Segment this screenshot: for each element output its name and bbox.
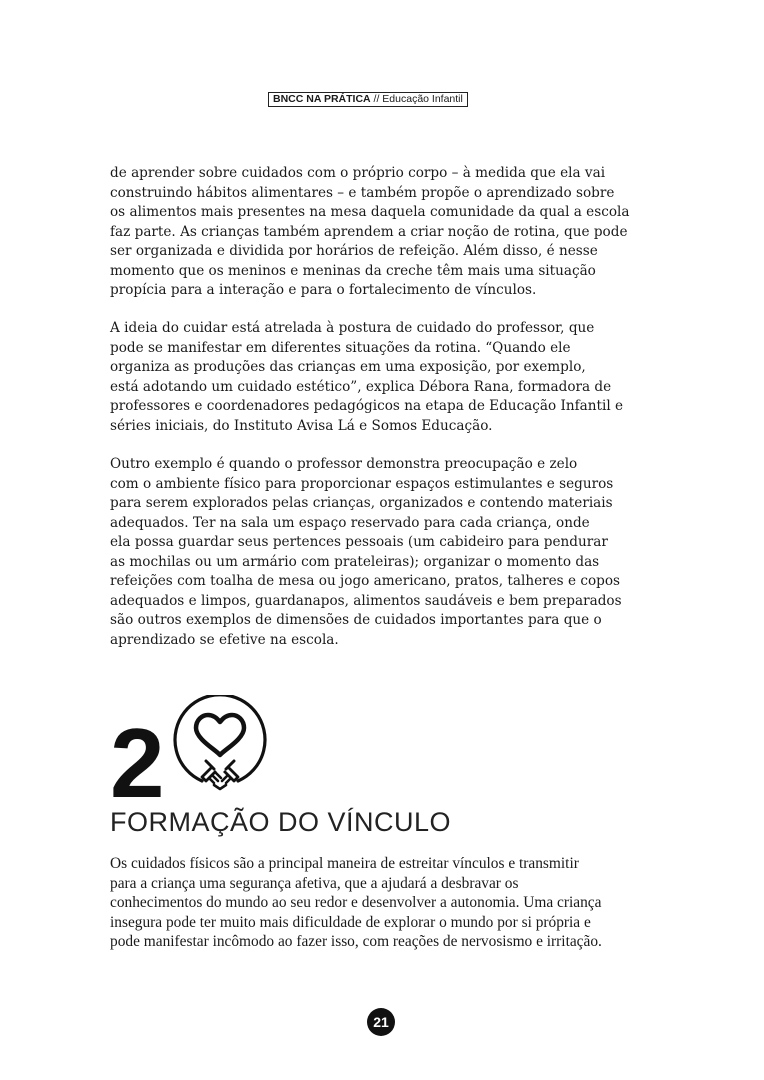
header-subtitle: Educação Infantil: [382, 93, 463, 105]
header-brand: BNCC NA PRÁTICA: [273, 93, 371, 105]
text-line: propícia para a interação e para o fortalecimento de vínculos.: [110, 282, 537, 298]
text-line: pode manifestar incômodo ao fazer isso, com reações de nervosismo e irritação.: [110, 933, 602, 951]
text-line: são outros exemplos de dimensões de cuidados importantes para que o: [110, 612, 602, 628]
text-line: organiza as produções das crianças em uma exposição, por exemplo,: [110, 359, 586, 375]
text-line: com o ambiente físico para proporcionar espaços estimulantes e seguros: [110, 475, 614, 492]
text-line: A ideia do cuidar está atrelada à postura de cuidado do professor, que: [110, 320, 595, 336]
text-line: faz parte. As crianças também aprendem a criar noção de rotina, que pode: [110, 223, 628, 240]
text-line: está adotando um cuidado estético”, explica Débora Rana, formadora de: [110, 378, 612, 395]
text-line: os alimentos mais presentes na mesa daquela comunidade da qual a escola: [110, 204, 630, 220]
text-line: ser organizada e dividida por horários de refeição. Além disso, é nesse: [110, 243, 598, 259]
text-line: pode se manifestar em diferentes situações da rotina. “Quando ele: [110, 339, 571, 356]
text-line: Os cuidados físicos são a principal maneira de estreitar vínculos e transmitir: [110, 855, 579, 872]
body-paragraph-2: [110, 319, 658, 436]
text-line: Outro exemplo é quando o professor demonstra preocupação e zelo: [110, 456, 578, 472]
text-line: para serem explorados pelas crianças, organizados e contendo materiais: [110, 495, 613, 511]
text-line: para a criança uma segurança afetiva, que a ajudará a desbravar os: [110, 874, 519, 892]
text-line: refeições com toalha de mesa ou jogo americano, pratos, talheres e copos: [110, 573, 620, 589]
text-line: séries iniciais, do Instituto Avisa Lá e Somos Educação.: [110, 417, 493, 434]
text-line: adequados e limpos, guardanapos, alimentos saudáveis e bem preparados: [110, 592, 622, 609]
heart-handshake-icon: [172, 695, 268, 799]
text-line: as mochilas ou um armário com prateleiras); organizar o momento das: [110, 553, 600, 570]
text-line: conhecimentos do mundo ao seu redor e desenvolver a autonomia. Uma criança: [110, 894, 602, 912]
text-line: ela possa guardar seus pertences pessoais (um cabideiro para pendurar: [110, 534, 608, 550]
body-paragraph-3: [110, 455, 658, 650]
body-paragraph-1: [110, 164, 658, 301]
text-line: insegura pode ter muito mais dificuldade de explorar o mundo por si própria e: [110, 913, 591, 931]
text-line: professores e coordenadores pedagógicos na etapa de Educação Infantil e: [110, 398, 624, 414]
header-separator: //: [373, 93, 380, 105]
section-title: FORMAÇÃO DO VÍNCULO: [110, 807, 452, 837]
text-line: construindo hábitos alimentares – e também propõe o aprendizado sobre: [110, 184, 615, 201]
text-line: aprendizado se efetive na escola.: [110, 631, 339, 648]
section-number: 2: [110, 708, 162, 818]
text-line: de aprender sobre cuidados com o próprio corpo – à medida que ela vai: [110, 165, 606, 181]
page-number: 21: [367, 1008, 395, 1036]
running-header: [268, 92, 468, 107]
text-line: adequados. Ter na sala um espaço reservado para cada criança, onde: [110, 514, 590, 531]
section-paragraph: [110, 854, 658, 952]
text-line: momento que os meninos e meninas da creche têm mais uma situação: [110, 262, 596, 279]
